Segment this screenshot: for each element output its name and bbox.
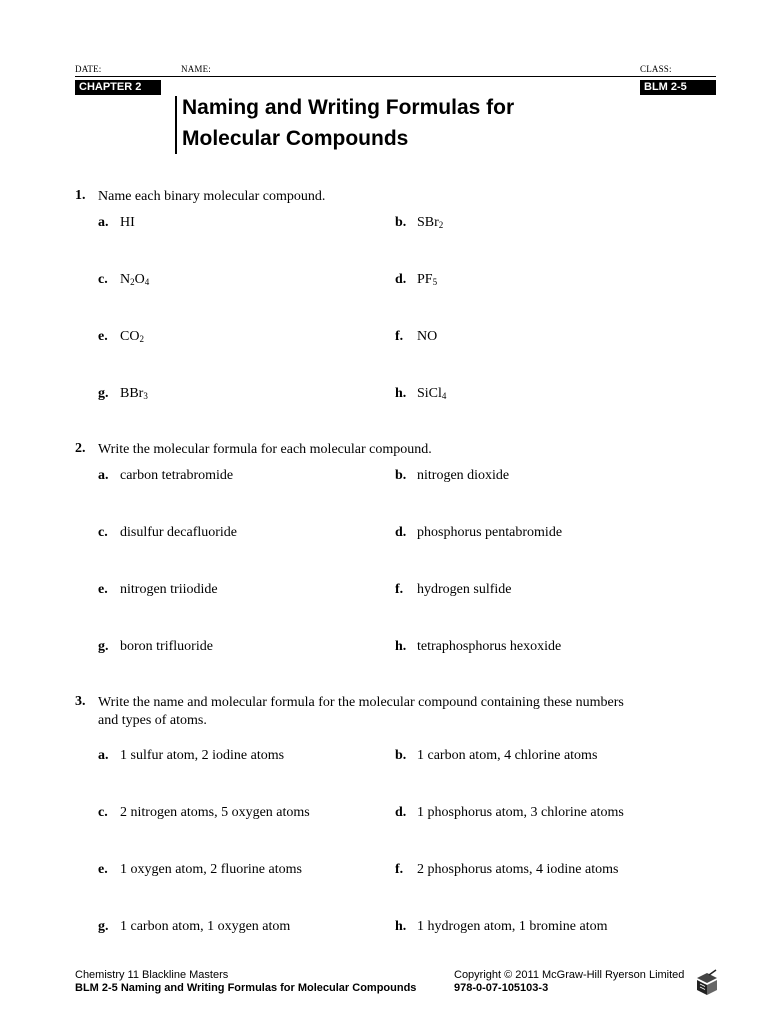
- blm-badge: BLM 2-5: [640, 80, 716, 95]
- question-prompt: Name each binary molecular compound.: [98, 189, 326, 204]
- question-item: [395, 638, 561, 656]
- question-item: [98, 861, 302, 879]
- item-text: nitrogen triiodide: [120, 582, 218, 597]
- item-text: carbon tetrabromide: [120, 468, 234, 483]
- item-text: $CO_2$: [120, 329, 144, 344]
- question-number: 1.: [75, 188, 86, 203]
- item-letter: d.: [395, 525, 407, 540]
- question-number: 2.: [75, 441, 86, 456]
- item-letter: d.: [395, 805, 407, 820]
- item-letter: d.: [395, 272, 407, 287]
- item-letter: c.: [98, 525, 108, 540]
- item-text: 1 carbon atom, 1 oxygen atom: [120, 919, 291, 934]
- footer-blm-title: BLM 2-5 Naming and Writing Formulas for Molecular Compounds: [75, 982, 417, 994]
- item-letter: a.: [98, 468, 109, 483]
- item-letter: f.: [395, 862, 404, 877]
- question-item: [395, 271, 437, 289]
- item-text: tetraphosphorus hexoxide: [417, 639, 562, 654]
- item-text: 1 oxygen atom, 2 fluorine atoms: [120, 862, 302, 877]
- question-item: [98, 747, 284, 765]
- question-item: [98, 918, 290, 936]
- question-item: [395, 328, 437, 346]
- question-item: [98, 467, 233, 485]
- publisher-logo-icon: [694, 968, 720, 998]
- item-text: SiCl$_4$: [417, 386, 447, 401]
- question-item: [98, 581, 218, 599]
- class-label: CLASS:: [640, 64, 672, 74]
- item-letter: a.: [98, 748, 109, 763]
- item-letter: g.: [98, 386, 109, 401]
- item-text: HI: [120, 215, 135, 230]
- question-item: [98, 524, 237, 542]
- item-text: 1 sulfur atom, 2 iodine atoms: [120, 748, 285, 763]
- question-item: [98, 638, 213, 656]
- item-letter: g.: [98, 639, 109, 654]
- date-label: DATE:: [75, 64, 102, 74]
- item-letter: g.: [98, 919, 109, 934]
- item-letter: c.: [98, 272, 108, 287]
- footer-book-title: Chemistry 11 Blackline Masters: [75, 969, 229, 981]
- question-prompt: Write the molecular formula for each molecular compound.: [98, 442, 432, 457]
- question-item: [98, 214, 135, 232]
- question-item: [395, 861, 618, 879]
- question-item: [395, 581, 511, 599]
- item-text: phosphorus pentabromide: [417, 525, 563, 540]
- item-text: 1 carbon atom, 4 chlorine atoms: [417, 748, 598, 763]
- question-number: 3.: [75, 694, 86, 709]
- item-letter: b.: [395, 215, 407, 230]
- item-letter: h.: [395, 639, 407, 654]
- footer-copyright: Copyright © 2011 McGraw-Hill Ryerson Limited: [454, 969, 685, 981]
- item-letter: e.: [98, 582, 108, 597]
- item-text: NO: [417, 329, 438, 344]
- question-item: [395, 214, 443, 232]
- question-item: [98, 804, 310, 822]
- question-item: [98, 271, 149, 289]
- item-letter: f.: [395, 329, 404, 344]
- title-bar: [175, 96, 177, 154]
- item-text: BBr$_3$: [120, 386, 148, 401]
- item-letter: h.: [395, 919, 407, 934]
- header-rule: [75, 76, 716, 77]
- item-letter: h.: [395, 386, 407, 401]
- name-label: NAME:: [181, 64, 211, 74]
- item-letter: e.: [98, 329, 108, 344]
- question-item: [395, 747, 597, 765]
- item-text: nitrogen dioxide: [417, 468, 510, 483]
- question-item: [98, 328, 144, 346]
- item-text: 2 phosphorus atoms, 4 iodine atoms: [417, 862, 619, 877]
- question-item: [395, 524, 562, 542]
- item-letter: c.: [98, 805, 108, 820]
- item-letter: a.: [98, 215, 109, 230]
- item-text: $N_2O_4$: [120, 272, 150, 287]
- item-text: $PF_5$: [417, 272, 438, 287]
- question-item: [98, 385, 148, 403]
- footer-right: [454, 969, 684, 995]
- item-letter: b.: [395, 468, 407, 483]
- chapter-badge: CHAPTER 2: [75, 80, 161, 95]
- item-text: disulfur decafluoride: [120, 525, 238, 540]
- item-text: 2 nitrogen atoms, 5 oxygen atoms: [120, 805, 310, 820]
- footer-isbn: 978-0-07-105103-3: [454, 982, 549, 994]
- item-letter: b.: [395, 748, 407, 763]
- footer-left: [75, 969, 416, 995]
- question-item: [395, 385, 446, 403]
- item-text: boron trifluoride: [120, 639, 213, 654]
- item-text: 1 phosphorus atom, 3 chlorine atoms: [417, 805, 624, 820]
- question-item: [395, 918, 608, 936]
- item-letter: e.: [98, 862, 108, 877]
- question-item: [395, 804, 624, 822]
- item-letter: f.: [395, 582, 404, 597]
- item-text: 1 hydrogen atom, 1 bromine atom: [417, 919, 608, 934]
- page-title: Naming and Writing Formulas for Molecular Compounds: [182, 96, 515, 150]
- item-text: hydrogen sulfide: [417, 582, 512, 597]
- item-text: SBr$_2$: [417, 215, 444, 230]
- question-prompt: Write the name and molecular formula for the molecular compound containing these numbers and types of atoms.: [98, 695, 624, 728]
- question-item: [395, 467, 509, 485]
